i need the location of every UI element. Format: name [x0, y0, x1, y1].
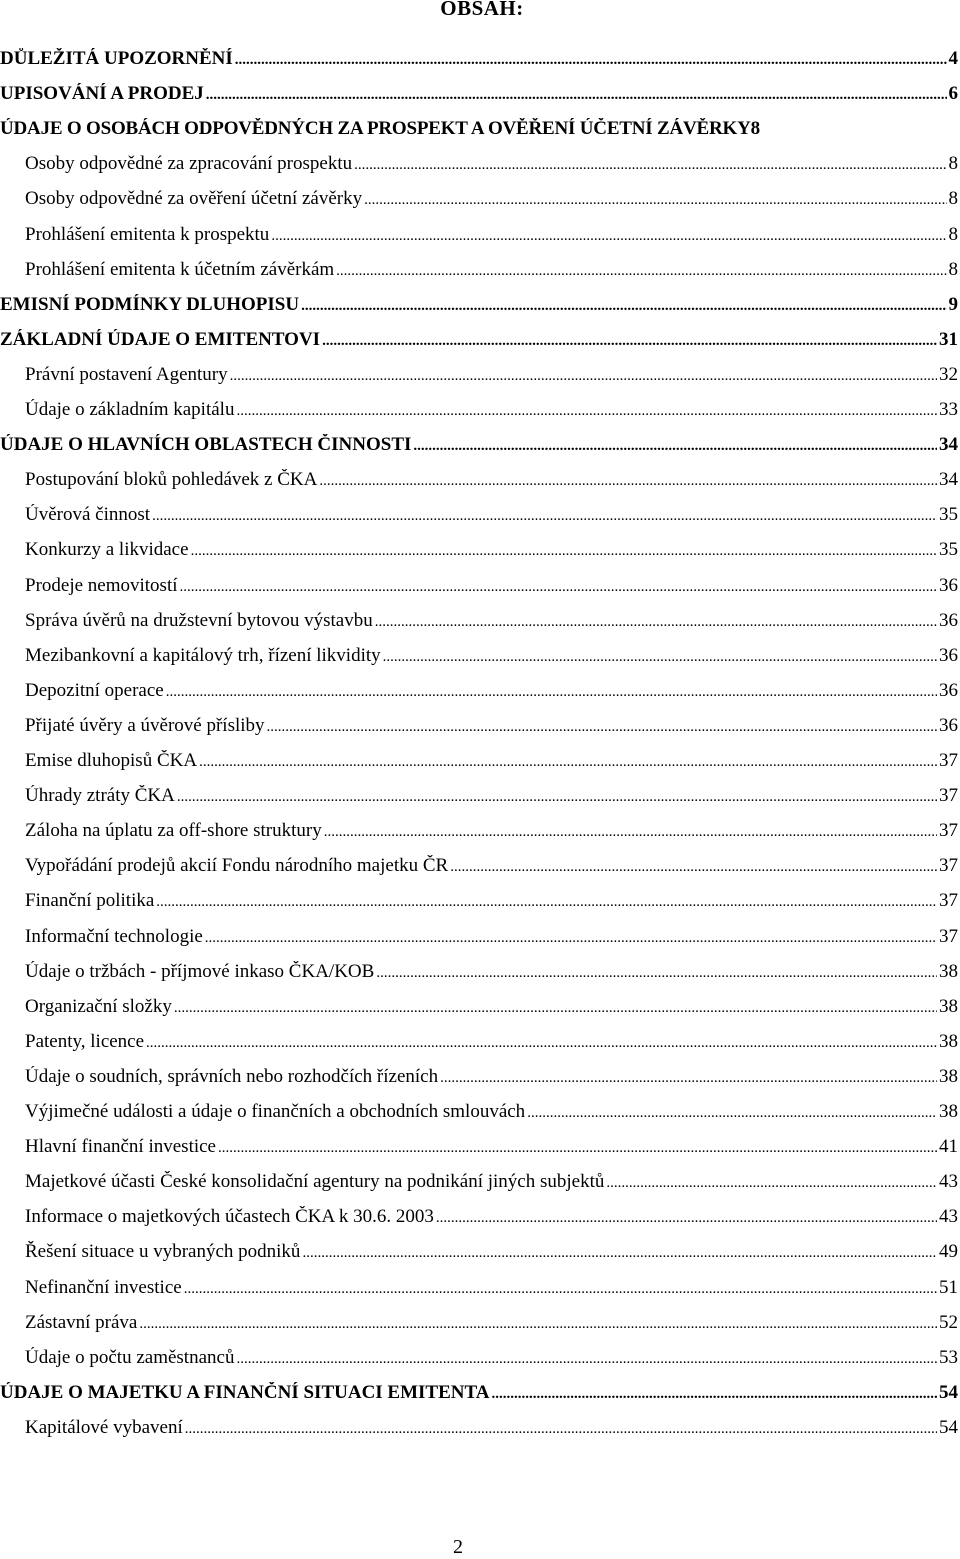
dot-leader: [206, 83, 947, 106]
toc-entry-page-number: 51: [939, 1276, 958, 1298]
toc-entry-page-number: 38: [939, 960, 958, 982]
toc-entry[interactable]: [0, 855, 958, 878]
dot-leader: [324, 820, 937, 843]
toc-entry-page-number: 52: [939, 1311, 958, 1333]
dot-leader: [205, 926, 937, 949]
toc-entry[interactable]: [0, 1031, 958, 1054]
toc-entry-title: Majetkové účasti České konsolidační agentury na podnikání jiných subjektů: [25, 1171, 605, 1193]
dot-leader: [191, 539, 937, 562]
dot-leader: [156, 890, 937, 913]
dot-leader: [450, 855, 937, 878]
toc-entry-title: Úhrady ztráty ČKA: [25, 785, 175, 807]
toc-entry[interactable]: [0, 48, 958, 71]
toc-entry-title: Hlavní finanční investice: [25, 1136, 216, 1158]
toc-entry[interactable]: [0, 224, 958, 247]
toc-entry-title: ÚDAJE O MAJETKU A FINANČNÍ SITUACI EMITENTA: [0, 1381, 490, 1403]
toc-entry[interactable]: [0, 1347, 958, 1370]
dot-leader: [364, 188, 946, 211]
toc-entry[interactable]: [0, 785, 958, 808]
dot-leader: [319, 469, 937, 492]
dot-leader: [267, 715, 937, 738]
toc-entry[interactable]: [0, 680, 958, 703]
toc-entry-title: Údaje o základním kapitálu: [25, 399, 235, 420]
toc-entry-title: Osoby odpovědné za zpracování prospektu: [25, 153, 353, 175]
dot-leader: [302, 1241, 937, 1264]
toc-entry-title: Záloha na úplatu za off-shore struktury: [25, 820, 322, 842]
toc-entry[interactable]: [0, 118, 958, 140]
dot-leader: [174, 996, 937, 1019]
toc-entry-title: Patenty, licence: [25, 1030, 145, 1052]
toc-entry[interactable]: [0, 715, 958, 738]
toc-entry-title: Emise dluhopisů ČKA: [25, 750, 198, 771]
toc-entry-title: Kapitálové vybavení: [25, 1416, 183, 1438]
toc-entry-title: Zástavní práva: [25, 1311, 138, 1333]
toc-entry[interactable]: [0, 1206, 958, 1229]
dot-leader: [527, 1101, 937, 1124]
toc-entry-title: Prohlášení emitenta k prospektu: [25, 223, 270, 245]
toc-entry-page-number: 37: [939, 890, 958, 912]
toc-entry-page-number: 6: [948, 83, 958, 105]
toc-entry-page-number: 38: [939, 995, 958, 1017]
toc-entry[interactable]: [0, 820, 958, 843]
toc-entry[interactable]: [0, 399, 958, 422]
toc-entry-title: Údaje o tržbách - příjmové inkaso ČKA/KOB: [25, 960, 375, 982]
toc-entry-page-number: 36: [939, 574, 958, 596]
dot-leader: [184, 1277, 937, 1300]
toc-entry[interactable]: [0, 329, 958, 352]
toc-entry[interactable]: [0, 1417, 958, 1440]
toc-entry-title: Přijaté úvěry a úvěrové přísliby: [25, 714, 265, 736]
toc-entry-title: Informační technologie: [25, 925, 203, 947]
dot-leader: [185, 1417, 937, 1440]
toc-entry-page-number: 37: [939, 785, 958, 807]
toc-entry[interactable]: [0, 1312, 958, 1335]
toc-entry-page-number: 36: [939, 609, 958, 631]
toc-entry-page-number: 36: [939, 714, 958, 736]
toc-entry-page-number: 43: [939, 1171, 958, 1193]
dot-leader: [139, 1312, 937, 1335]
toc-entry-page-number: 54: [939, 1416, 958, 1438]
toc-entry-page-number: 37: [939, 855, 958, 877]
toc-entry[interactable]: [0, 1241, 958, 1264]
toc-entry[interactable]: [0, 1101, 958, 1124]
toc-entry-title: Úvěrová činnost: [25, 504, 151, 526]
toc-entry[interactable]: [0, 750, 958, 773]
toc-entry-title: Osoby odpovědné za ověření účetní závěrky: [25, 188, 363, 210]
dot-leader: [436, 1206, 937, 1229]
toc-entry[interactable]: [0, 504, 958, 527]
toc-entry-page-number: 8: [948, 153, 958, 175]
toc-entry[interactable]: [0, 1382, 958, 1405]
toc-entry-page-number: 41: [939, 1136, 958, 1158]
toc-entry[interactable]: [0, 153, 958, 176]
toc-entry-page-number: 43: [939, 1206, 958, 1228]
toc-entry[interactable]: [0, 610, 958, 633]
toc-entry[interactable]: [0, 926, 958, 949]
toc-entry-title: Mezibankovní a kapitálový trh, řízení likvidity: [25, 644, 381, 666]
dot-leader: [235, 48, 947, 71]
toc-entry-title: Údaje o soudních, správních nebo rozhodčích řízeních: [25, 1065, 439, 1087]
dot-leader: [218, 1136, 937, 1159]
toc-entry-page-number: 32: [939, 363, 958, 385]
toc-entry-title: Informace o majetkových účastech ČKA k 30.6. 2003: [25, 1206, 434, 1228]
dot-leader: [606, 1171, 937, 1194]
toc-entry-page-number: 38: [939, 1065, 958, 1087]
toc-entry-page-number: 31: [939, 328, 958, 350]
toc-entry-title: Postupování bloků pohledávek z ČKA: [25, 469, 318, 491]
dot-leader: [376, 961, 937, 984]
toc-entry[interactable]: [0, 469, 958, 492]
dot-leader: [177, 785, 937, 808]
toc-entry[interactable]: [0, 539, 958, 562]
toc-entry-page-number: 4: [948, 48, 958, 69]
toc-entry-page-number: 33: [939, 399, 958, 420]
toc-entry-title: EMISNÍ PODMÍNKY DLUHOPISU: [0, 293, 300, 315]
toc-entry-title: Řešení situace u vybraných podniků: [25, 1241, 301, 1263]
dot-leader: [440, 1066, 937, 1089]
dot-leader: [413, 434, 937, 457]
toc-entry-page-number: 34: [939, 434, 958, 456]
toc-entry[interactable]: [0, 1136, 958, 1159]
toc-entry-title: ZÁKLADNÍ ÚDAJE O EMITENTOVI: [0, 328, 321, 350]
toc-entry[interactable]: [0, 434, 958, 457]
toc-entry-title: Správa úvěrů na družstevní bytovou výstavbu: [25, 609, 373, 631]
toc-entry[interactable]: [0, 188, 958, 211]
dot-leader: [383, 645, 937, 668]
toc-entry[interactable]: [0, 1277, 958, 1300]
dot-leader: [491, 1382, 937, 1405]
toc-entry-page-number: 38: [939, 1030, 958, 1052]
toc-entry[interactable]: [0, 961, 958, 984]
toc-entry-page-number: 34: [939, 469, 958, 491]
toc-entry-title: UPISOVÁNÍ A PRODEJ: [0, 83, 204, 105]
toc-entry[interactable]: [0, 364, 958, 387]
toc-entry-page-number: 37: [939, 750, 958, 771]
toc-entry-title: Vypořádání prodejů akcií Fondu národního majetku ČR: [25, 855, 449, 877]
dot-leader: [146, 1031, 937, 1054]
toc-entry-page-number: 35: [939, 504, 958, 526]
toc-entry[interactable]: [0, 1171, 958, 1194]
toc-entry[interactable]: [0, 890, 958, 913]
toc-heading: OBSAH:: [440, 0, 524, 20]
toc-entry-page-number: 54: [939, 1381, 958, 1403]
toc-entry-page-number: 36: [939, 679, 958, 701]
dot-leader: [271, 224, 946, 247]
dot-leader: [180, 575, 937, 598]
dot-leader: [199, 750, 937, 773]
toc-entry-title: ÚDAJE O HLAVNÍCH OBLASTECH ČINNOSTI: [0, 434, 412, 456]
toc-entry-page-number: 53: [939, 1346, 958, 1368]
toc-entry-title: Prohlášení emitenta k účetním závěrkám: [25, 258, 335, 280]
dot-leader: [375, 610, 937, 633]
toc-entry-page-number: 38: [939, 1101, 958, 1122]
toc-entry-page-number: 37: [939, 925, 958, 947]
toc-entry[interactable]: [0, 996, 958, 1019]
dot-leader: [336, 259, 946, 282]
toc-entry-page-number: 8: [948, 258, 958, 280]
toc-entry-page-number: 35: [939, 539, 958, 561]
toc-entry-page-number: 9: [948, 293, 958, 315]
toc-entry-title: Výjimečné události a údaje o finančních a obchodních smlouvách: [25, 1101, 526, 1122]
toc-entry[interactable]: [0, 1066, 958, 1089]
toc-entry-title: Právní postavení Agentury: [25, 363, 228, 385]
dot-leader: [354, 153, 946, 176]
page-number-footer: 2: [453, 1536, 463, 1558]
dot-leader: [322, 329, 937, 352]
dot-leader: [236, 399, 937, 422]
dot-leader: [230, 364, 937, 387]
toc-entry-title: DŮLEŽITÁ UPOZORNĚNÍ: [0, 48, 233, 69]
toc-entry-title: Finanční politika: [25, 890, 155, 912]
toc-entry[interactable]: [0, 575, 958, 598]
toc-entry-page-number: 36: [939, 644, 958, 666]
toc-entry[interactable]: [0, 259, 958, 282]
toc-entry-page-number: 8: [948, 223, 958, 245]
toc-entry-page-number: 49: [939, 1241, 958, 1263]
dot-leader: [236, 1347, 937, 1370]
toc-entry-title: ÚDAJE O OSOBÁCH ODPOVĚDNÝCH ZA PROSPEKT A OVĚŘENÍ ÚČETNÍ ZÁVĚRKY: [0, 118, 751, 140]
toc-entry-page-number: 37: [939, 820, 958, 842]
toc-entry-title: Organizační složky: [25, 995, 172, 1017]
toc-entry-title: Prodeje nemovitostí: [25, 574, 178, 596]
toc-entry-page-number: 8: [750, 118, 761, 140]
toc-entry-title: Konkurzy a likvidace: [25, 539, 189, 561]
toc-entry-title: Nefinanční investice: [25, 1276, 182, 1298]
toc-entry-title: Údaje o počtu zaměstnanců: [25, 1346, 235, 1368]
dot-leader: [301, 294, 946, 317]
toc-entry-title: Depozitní operace: [25, 679, 164, 701]
dot-leader: [152, 504, 937, 527]
toc-entry[interactable]: [0, 294, 958, 317]
toc-entry[interactable]: [0, 645, 958, 668]
toc-entry-page-number: 8: [948, 188, 958, 210]
toc-entry[interactable]: [0, 83, 958, 106]
dot-leader: [166, 680, 937, 703]
